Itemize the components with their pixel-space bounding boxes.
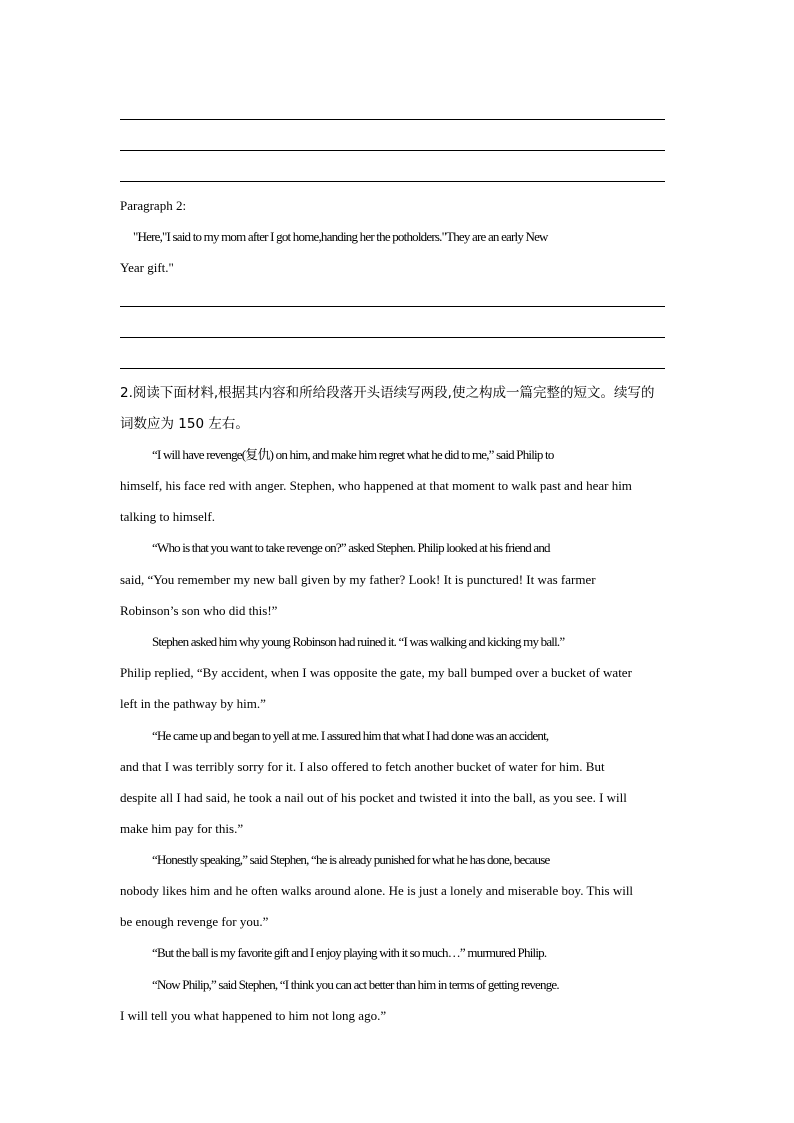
story-line: “Who is that you want to take revenge on?” asked Stephen. Philip looked at his friend and xyxy=(152,540,550,555)
story-line: Stephen asked him why young Robinson had ruined it. “I was walking and kicking my ball.” xyxy=(152,634,565,649)
story-line: said, “You remember my new ball given by my father? Look! It is punctured! It was farmer xyxy=(120,572,596,587)
story-line: “Honestly speaking,” said Stephen, “he is already punished for what he has done, because xyxy=(152,852,550,867)
story-line: nobody likes him and he often walks around alone. He is just a lonely and miserable boy. This will xyxy=(120,883,634,898)
story-line: be enough revenge for you.” xyxy=(120,914,269,929)
paragraph-2-opening-line: "Here,"I said to my mom after I got home,handing her the potholders."They are an early New xyxy=(133,229,548,244)
story-line: Robinson’s son who did this!” xyxy=(120,603,278,618)
story-line: make him pay for this.” xyxy=(120,821,244,836)
answer-line-2 xyxy=(120,150,665,151)
answer-line-4 xyxy=(120,306,665,307)
answer-line-3 xyxy=(120,181,665,182)
story-line: I will tell you what happened to him not long ago.” xyxy=(120,1008,387,1023)
story-line: “But the ball is my favorite gift and I enjoy playing with it so much…” murmured Philip. xyxy=(152,945,547,960)
story-line: despite all I had said, he took a nail out of his pocket and twisted it into the ball, as you see. I will xyxy=(120,790,627,805)
answer-line-1 xyxy=(120,119,665,120)
story-line: “He came up and began to yell at me. I assured him that what I had done was an accident, xyxy=(152,728,549,743)
paragraph-2-label: Paragraph 2: xyxy=(120,198,187,213)
paragraph-2-opening-line: Year gift." xyxy=(120,260,174,275)
story-line: and that I was terribly sorry for it. I also offered to fetch another bucket of water for him. But xyxy=(120,759,605,774)
question-2-instruction: 2.阅读下面材料,根据其内容和所给段落开头语续写两段,使之构成一篇完整的短文。续写的 xyxy=(120,385,655,401)
story-line: “I will have revenge(复仇) on him, and make him regret what he did to me,” said Philip to xyxy=(152,447,554,462)
story-line: talking to himself. xyxy=(120,509,215,524)
story-line: himself, his face red with anger. Stephen, who happened at that moment to walk past and hear him xyxy=(120,478,632,493)
answer-line-6 xyxy=(120,368,665,369)
question-2-instruction: 词数应为 150 左右。 xyxy=(120,416,249,432)
answer-line-5 xyxy=(120,337,665,338)
story-line: “Now Philip,” said Stephen, “I think you can act better than him in terms of getting revenge. xyxy=(152,977,559,992)
story-line: left in the pathway by him.” xyxy=(120,696,266,711)
story-line: Philip replied, “By accident, when I was opposite the gate, my ball bumped over a bucket of water xyxy=(120,665,632,680)
